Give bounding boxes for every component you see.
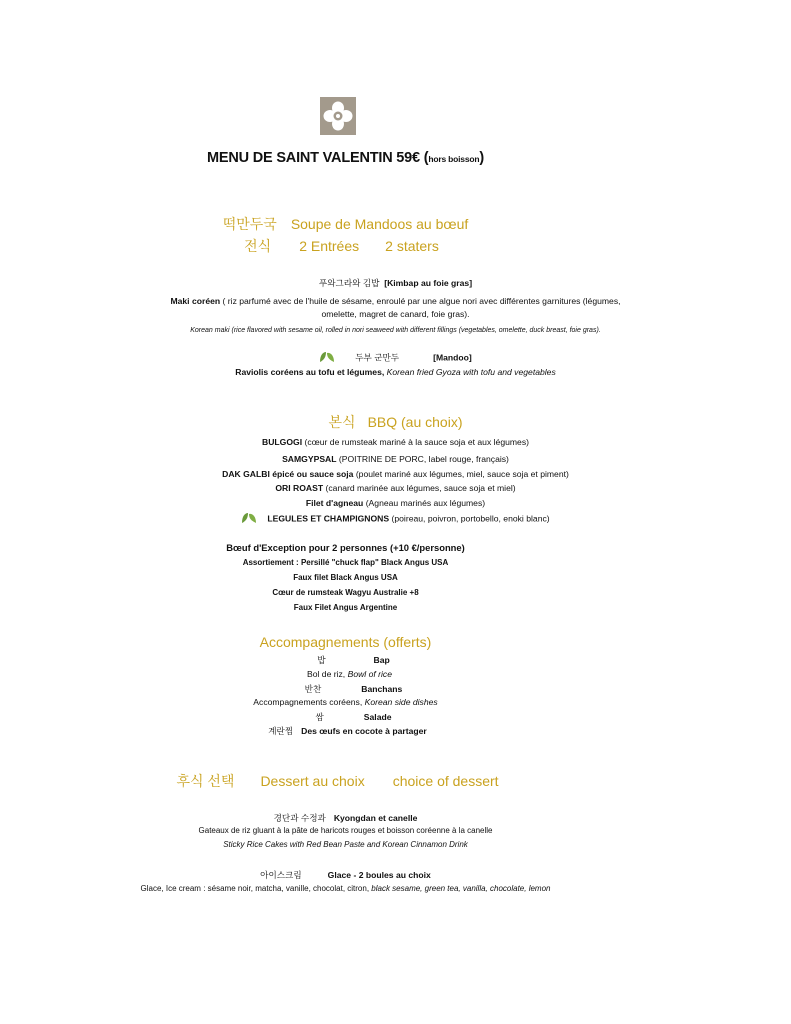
exception-line: Faux filet Black Angus USA [293, 573, 398, 582]
restaurant-logo-icon [320, 97, 356, 135]
mandoo-title: 두부 군만두 [Mandoo] [0, 351, 791, 365]
bbq-item: BULGOGI (cœur de rumsteak mariné à la sauce soja et aux légumes) [262, 437, 529, 447]
exception-line: Cœur de rumsteak Wagyu Australie +8 [272, 588, 419, 597]
dessert-heading: 후식 선택 Dessert au choix choice of dessert [176, 773, 499, 789]
dessert1-desc-english: Sticky Rice Cakes with Red Bean Paste and Korean Cinnamon Drink [223, 840, 468, 849]
mandoo-desc: Raviolis coréens au tofu et légumes, Korean fried Gyoza with tofu and vegetables [235, 367, 556, 377]
kimbap-desc-line2: omelette, magret de canard, foie gras). [321, 309, 470, 319]
bbq-item: LEGULES ET CHAMPIGNONS (poireau, poivron, portobello, enoki blanc) [0, 512, 791, 526]
egg-title: 계란찜 Des œufs en cocote à partager [268, 726, 427, 736]
bap-title: 밥 Bap [317, 655, 390, 665]
starters-heading: 전식 2 Entrées 2 staters [244, 238, 439, 254]
bbq-item: SAMGYPSAL (POITRINE DE PORC, label rouge, français) [282, 454, 509, 464]
soup-heading: 떡만두국 Soupe de Mandoos au bœuf [222, 216, 469, 232]
exception-line: Assortiement : Persillé "chuck flap" Black Angus USA [242, 558, 449, 567]
vegetarian-leaf-icon [241, 512, 257, 526]
bbq-item: Filet d'agneau (Agneau marinés aux légumes) [305, 498, 486, 508]
page-title: MENU DE SAINT VALENTIN 59€ (hors boisson) [207, 150, 484, 166]
bap-desc: Bol de riz, Bowl of rice [306, 669, 393, 679]
kimbap-title: 푸와그라와 김밥 [Kimbap au foie gras] [318, 278, 473, 288]
dessert2-title: 아이스크림 Glace - 2 boules au choix [260, 870, 431, 880]
bbq-item: ORI ROAST (canard marinée aux légumes, sauce soja et miel) [275, 483, 516, 493]
kimbap-desc-english: Korean maki (rice flavored with sesame oil, rolled in nori seaweed with different fillings (vegetables, omelette, duck breast, foie gras). [190, 327, 601, 334]
dessert1-title: 경단과 수정과 Kyongdan et canelle [273, 813, 418, 823]
ssam-title: 쌈 Salade [315, 712, 392, 722]
vegetarian-leaf-icon [319, 351, 335, 365]
bbq-item: DAK GALBI épicé ou sauce soja (poulet mariné aux légumes, miel, sauce soja et piment) [222, 469, 569, 479]
banchan-desc: Accompagnements coréens, Korean side dishes [253, 697, 438, 707]
sides-heading: Accompagnements (offerts) [259, 634, 432, 650]
exception-heading: Bœuf d'Exception pour 2 personnes (+10 €/personne) [226, 542, 465, 553]
kimbap-desc-line1: Maki coréen ( riz parfumé avec de l'huile de sésame, enroulé par une algue nori avec différentes garnitures (légumes, [170, 296, 621, 306]
banchan-title: 반찬 Banchans [304, 684, 403, 694]
exception-line: Faux Filet Angus Argentine [293, 603, 398, 612]
bbq-heading: 본식 BBQ (au choix) [328, 414, 463, 430]
dessert2-desc: Glace, Ice cream : sésame noir, matcha, vanille, chocolat, citron, black sesame, green tea, vanilla, chocolate, lemon [140, 884, 551, 893]
dessert1-desc: Gateaux de riz gluant à la pâte de haricots rouges et boisson coréenne à la canelle [198, 826, 493, 835]
